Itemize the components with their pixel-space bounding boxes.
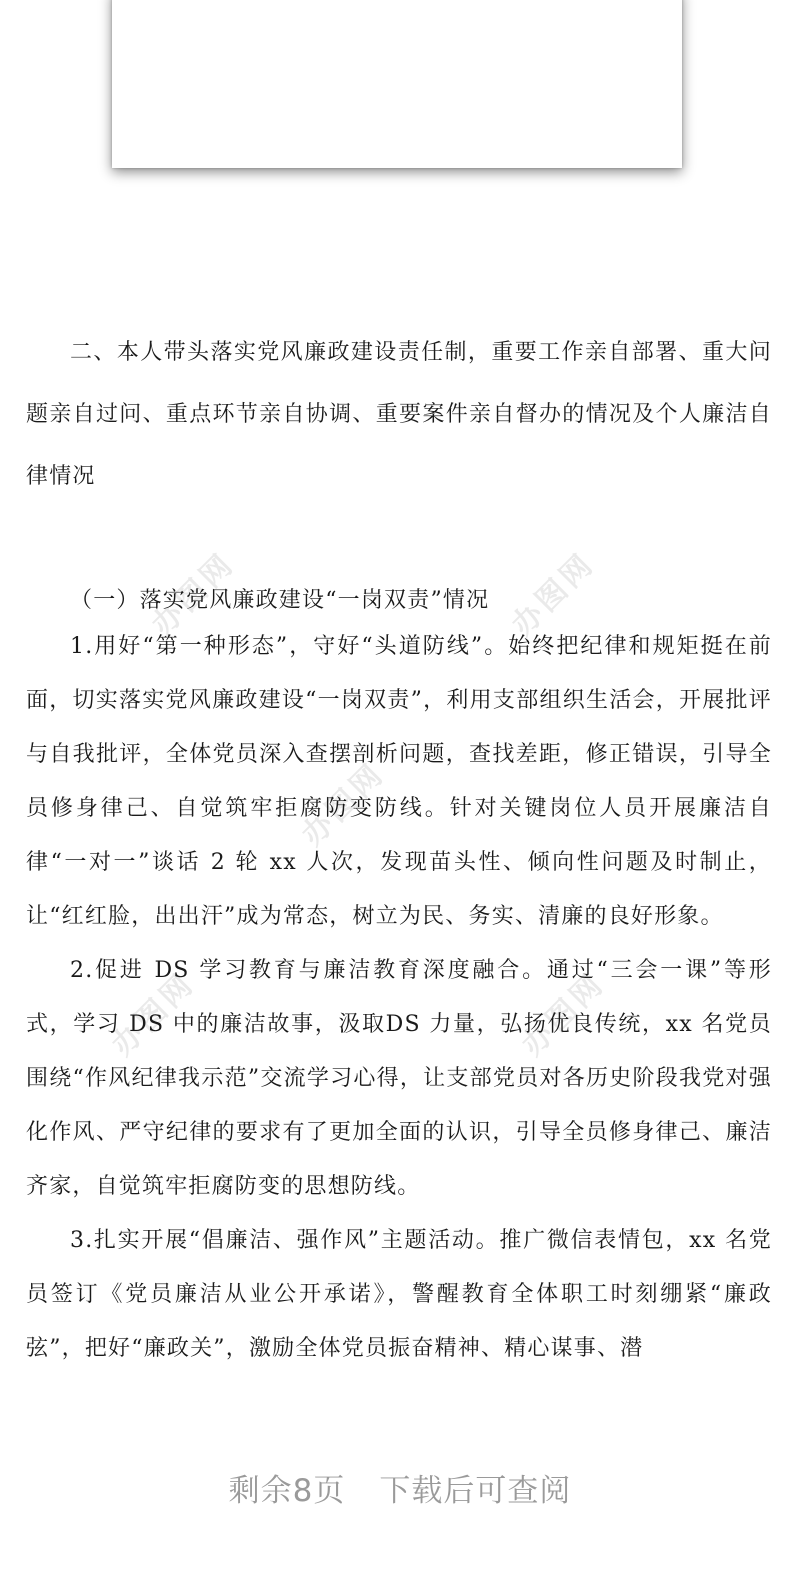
paragraph-2: 2.促进 DS 学习教育与廉洁教育深度融合。通过“三会一课”等形式，学习 DS 中的廉洁故事，汲取DS 力量，弘扬优良传统，xx 名党员围绕“作风纪律我示范”交流学习心得，让支部党员对各历史阶段我党对强化作风、严守纪律的要求有了更加全面的认识，引导全员修身律己、廉洁齐家，自觉筑牢拒腐防变的思想防线。	[26, 958, 772, 1199]
watermark: 办图网	[105, 966, 202, 1063]
previous-page-card	[112, 0, 682, 168]
watermark: 办图网	[295, 756, 392, 853]
paragraph-3: 3.扎实开展“倡廉洁、强作风”主题活动。推广微信表情包，xx 名党员签订《党员廉洁从业公开承诺》，警醒教育全体职工时刻绷紧“廉政弦”，把好“廉政关”，激励全体党员振奋精神、精心谋事、潜	[26, 1228, 772, 1361]
remaining-pages-banner[interactable]	[0, 1465, 800, 1510]
subsection-heading-one: （一）落实党风廉政建设“一岗双责”情况	[70, 588, 490, 613]
watermark: 办图网	[145, 546, 242, 643]
download-hint-label: 下载后可查阅	[379, 1473, 572, 1509]
paragraph-1: 1.用好“第一种形态”，守好“头道防线”。始终把纪律和规矩挺在前面，切实落实党风廉政建设“一岗双责”，利用支部组织生活会，开展批评与自我批评，全体党员深入查摆剖析问题，查找差距，修正错误，引导全员修身律己、自觉筑牢拒腐防变防线。针对关键岗位人员开展廉洁自律“一对一”谈话 2 轮 xx 人次，发现苗头性、倾向性问题及时制止，让“红红脸，出出汗”成为常态，树立为民、务实、清廉的良好形象。	[26, 634, 772, 929]
document-body	[26, 322, 772, 1376]
watermark: 办图网	[515, 966, 612, 1063]
section-heading-two: 二、本人带头落实党风廉政建设责任制，重要工作亲自部署、重大问题亲自过问、重点环节亲自协调、重要案件亲自督办的情况及个人廉洁自律情况	[26, 340, 772, 489]
remaining-pages-label: 剩余8页	[228, 1473, 346, 1509]
watermark: 办图网	[505, 546, 602, 643]
